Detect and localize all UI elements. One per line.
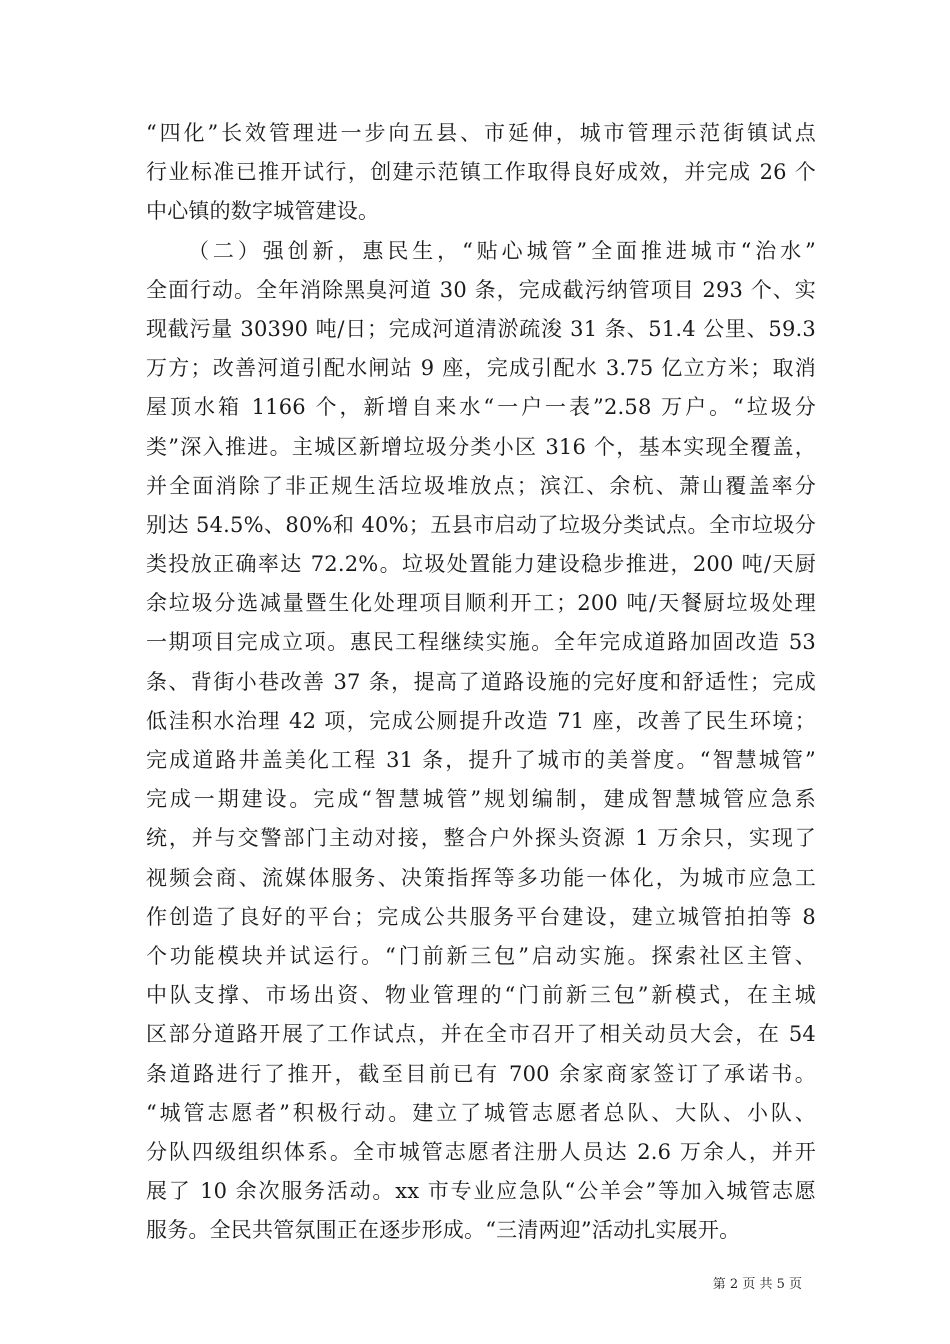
text-line: “四化”长效管理进一步向五县、市延伸，城市管理示范街镇试点 — [146, 121, 816, 145]
text-line: 展了 10 余次服务活动。xx 市专业应急队“公羊会”等加入城管志愿 — [146, 1179, 816, 1204]
text-line: 条道路进行了推开，截至目前已有 700 余家商家签订了承诺书。 — [146, 1061, 816, 1086]
text-line: 条、背街小巷改善 37 条，提高了道路设施的完好度和舒适性；完成 — [146, 669, 816, 694]
text-line: 个功能模块并试运行。“门前新三包”启动实施。探索社区主管、 — [146, 943, 816, 968]
text-line: 类”深入推进。主城区新增垃圾分类小区 316 个，基本实现全覆盖， — [146, 434, 816, 459]
text-line: 中心镇的数字城管建设。 — [146, 199, 380, 224]
section-heading-line: （二）强创新，惠民生，“贴心城管”全面推进城市“治水” — [188, 238, 816, 263]
text-line: 完成一期建设。完成“智慧城管”规划编制，建成智慧城管应急系 — [146, 787, 816, 812]
text-line: 一期项目完成立项。惠民工程继续实施。全年完成道路加固改造 53 — [146, 630, 816, 655]
text-line: 中队支撑、市场出资、物业管理的“门前新三包”新模式，在主城 — [146, 983, 816, 1008]
text-line: 视频会商、流媒体服务、决策指挥等多功能一体化，为城市应急工 — [146, 865, 816, 890]
text-line: “城管志愿者”积极行动。建立了城管志愿者总队、大队、小队、 — [146, 1100, 816, 1125]
text-line: 并全面消除了非正规生活垃圾堆放点；滨江、余杭、萧山覆盖率分 — [146, 473, 816, 498]
page-number: 第 2 页 共 5 页 — [712, 1277, 802, 1292]
text-line: 现截污量 30390 吨/日；完成河道清淤疏浚 31 条、51.4 公里、59.3 — [146, 316, 816, 341]
text-line: 低洼积水治理 42 项，完成公厕提升改造 71 座，改善了民生环境； — [146, 708, 816, 733]
body-text — [146, 114, 816, 1250]
text-line: 行业标准已推开试行，创建示范镇工作取得良好成效，并完成 26 个 — [146, 160, 816, 185]
text-line: 类投放正确率达 72.2%。垃圾处置能力建设稳步推进，200 吨/天厨 — [146, 552, 816, 577]
text-line: 统，并与交警部门主动对接，整合户外探头资源 1 万余只，实现了 — [146, 826, 816, 851]
text-line: 服务。全民共管氛围正在逐步形成。“三清两迎”活动扎实展开。 — [146, 1218, 741, 1243]
text-line: 全面行动。全年消除黑臭河道 30 条，完成截污纳管项目 293 个、实 — [146, 277, 816, 302]
text-line: 别达 54.5%、80%和 40%；五县市启动了垃圾分类试点。全市垃圾分 — [146, 512, 816, 537]
text-line: 区部分道路开展了工作试点，并在全市召开了相关动员大会，在 54 — [146, 1022, 816, 1047]
text-line: 作创造了良好的平台；完成公共服务平台建设，建立城管拍拍等 8 — [146, 904, 816, 929]
text-line: 分队四级组织体系。全市城管志愿者注册人员达 2.6 万余人，并开 — [146, 1139, 816, 1164]
text-line: 余垃圾分选减量暨生化处理项目顺利开工；200 吨/天餐厨垃圾处理 — [146, 591, 816, 616]
text-line: 完成道路井盖美化工程 31 条，提升了城市的美誉度。“智慧城管” — [146, 748, 816, 772]
text-line: 万方；改善河道引配水闸站 9 座，完成引配水 3.75 亿立方米；取消 — [146, 356, 816, 381]
text-line: 屋顶水箱 1166 个，新增自来水“一户一表”2.58 万户。“垃圾分 — [146, 395, 816, 420]
